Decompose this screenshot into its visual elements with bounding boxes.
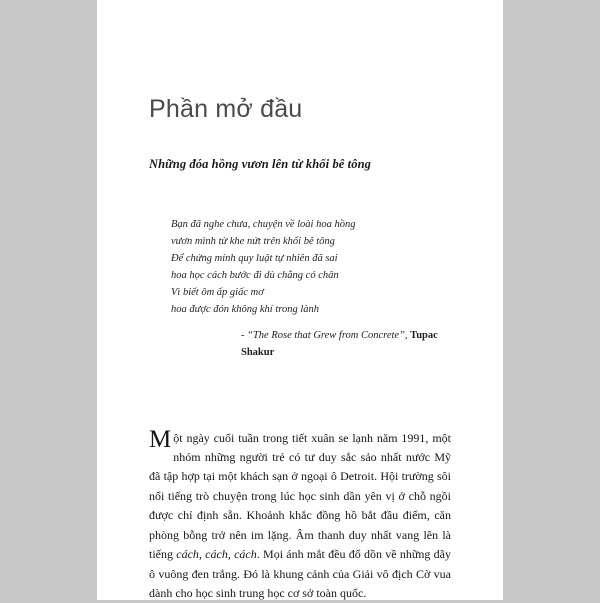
- chapter-subtitle: Những đóa hồng vươn lên từ khối bê tông: [149, 124, 451, 172]
- poem-line: vươn mình từ khe nứt trên khối bê tông: [171, 233, 451, 250]
- epigraph-poem: [149, 172, 451, 361]
- paragraph-part-2: . Mọi ánh mắt đều đổ dồn về những dãy ô vuông đen trắng. Đó là khung cảnh của Giải vô địch Cờ vua dành cho học sinh trung học cơ sở toàn quốc.: [149, 547, 451, 600]
- poem-line: Bạn đã nghe chưa, chuyện về loài hoa hồng: [171, 216, 451, 233]
- poem-line: Vì biết ôm ấp giấc mơ: [171, 284, 451, 301]
- poem-attribution: [171, 318, 451, 361]
- poem-line: Để chứng minh quy luật tự nhiên đã sai: [171, 250, 451, 267]
- paragraph-part-1: ột ngày cuối tuần trong tiết xuân se lạnh năm 1991, một nhóm những người trẻ có tư duy sắc sảo nhất nước Mỹ đã tập hợp tại một khách sạn ở ngoại ô Detroit. Hội trường sôi nổi tiếng trò chuyện trong lúc học sinh dần yên vị ở chỗ ngồi được chỉ định sẵn. Khoảnh khắc đồng hồ bắt đầu điểm, căn phòng bỗng trở nên im lặng. Âm thanh duy nhất vang lên là tiếng: [149, 431, 451, 562]
- page-title: Phần mở đầu: [149, 0, 451, 124]
- attribution-source: “The Rose that Grew from Concrete”,: [247, 330, 410, 341]
- attribution-dash: -: [241, 330, 247, 341]
- document-page: [97, 0, 503, 600]
- poem-line: hoa học cách bước đi dù chẳng có chân: [171, 267, 451, 284]
- attribution-author: Tupac Shakur: [241, 330, 438, 358]
- poem-line: hoa được đón không khí trong lành: [171, 301, 451, 318]
- page-content: [149, 0, 451, 603]
- drop-cap: M: [149, 429, 173, 451]
- opening-paragraph: [149, 429, 451, 603]
- paragraph-italic-phrase: cách, cách, cách: [176, 547, 257, 561]
- body-text: [149, 361, 451, 603]
